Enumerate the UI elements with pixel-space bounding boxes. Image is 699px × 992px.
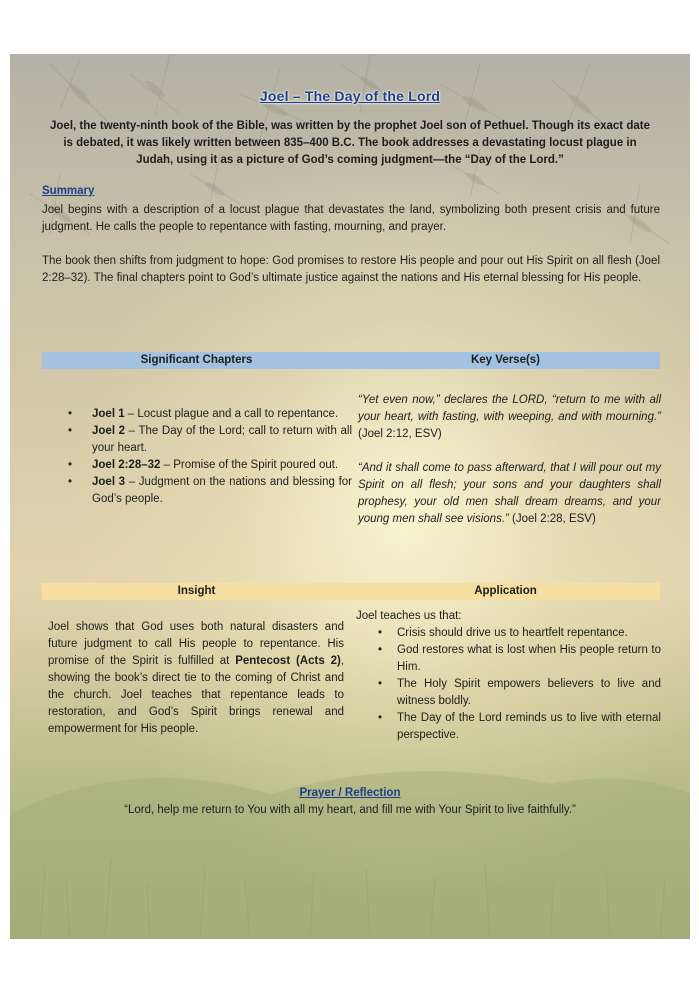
application-intro: Joel teaches us that:	[356, 610, 462, 622]
application-item-text: God restores what is lost when His people return to Him.	[397, 644, 661, 673]
verse-quote: “And it shall come to pass afterward, that I will pour out my Spirit on all flesh; your sons and your daughters shall prophesy, your old men shall dream dreams, and your young men shall see visions.”	[358, 462, 661, 525]
chapter-desc: – The Day of the Lord; call to return with all your heart.	[92, 425, 353, 454]
application-item-text: Crisis should drive us to heartfelt repentance.	[397, 627, 628, 639]
summary-heading: Summary	[42, 185, 95, 197]
verse-citation: (Joel 2:12, ESV)	[358, 428, 442, 440]
document-content	[10, 54, 690, 939]
bullet-icon: •	[68, 408, 73, 420]
list-item	[356, 625, 661, 642]
application-item-text: The Holy Spirit empowers believers to live and witness boldly.	[397, 678, 661, 707]
application-list	[356, 625, 661, 744]
pentecost-reference: Pentecost (Acts 2)	[235, 655, 341, 667]
list-item	[42, 423, 352, 457]
list-item	[42, 474, 352, 508]
key-verse-2	[358, 460, 661, 528]
insight-text-part: , showing the book’s direct tie to the coming of Christ and the church. Joel teaches that repentance leads to restoration, and God’s Spirit brings renewal and empowerment for His people.	[48, 655, 344, 735]
application-section	[356, 608, 661, 744]
list-item	[356, 710, 661, 744]
chapter-desc: – Judgment on the nations and blessing for God’s people.	[92, 476, 352, 505]
bullet-icon: •	[378, 627, 383, 639]
chapter-desc: – Locust plague and a call to repentance.	[124, 408, 339, 420]
chapter-ref: Joel 2	[92, 425, 126, 437]
list-item	[356, 676, 661, 710]
key-verses-header: Key Verse(s)	[470, 354, 541, 366]
chapters-header: Significant Chapters	[140, 354, 253, 366]
insight-application-header-bar	[42, 583, 660, 600]
chapter-desc: – Promise of the Spirit poured out.	[160, 459, 339, 471]
page-background	[10, 54, 690, 939]
verse-citation: (Joel 2:28, ESV)	[508, 513, 596, 525]
prayer-text: “Lord, help me return to You with all my heart, and fill me with Your Spirit to live faithfully.”	[124, 804, 576, 816]
summary-paragraph-2: The book then shifts from judgment to hope: God promises to restore His people and pour out His Spirit on all flesh (Joel 2:28–32). The final chapters point to God’s ultimate justice against the nations and His eternal blessing for His people.	[42, 255, 660, 284]
key-verses	[358, 392, 661, 545]
insight-text	[48, 619, 344, 738]
bullet-icon: •	[68, 476, 73, 488]
summary-paragraph-1: Joel begins with a description of a locust plague that devastates the land, symbolizing both present crisis and future judgment. He calls the people to repentance with fasting, mourning, and prayer.	[42, 204, 660, 233]
list-item	[42, 406, 352, 423]
bullet-icon: •	[68, 459, 73, 471]
page-title: Joel – The Day of the Lord	[259, 88, 441, 104]
insight-text-part: Joel shows that God uses both natural disasters and future judgment to call His people to repentance. His promise of the Spirit is fulfilled at	[48, 621, 344, 667]
prayer-heading: Prayer / Reflection	[299, 787, 401, 799]
application-header: Application	[474, 585, 537, 597]
application-item-text: The Day of the Lord reminds us to live with eternal perspective.	[397, 712, 661, 741]
key-verse-1	[358, 392, 661, 443]
intro-paragraph: Joel, the twenty-ninth book of the Bible, was written by the prophet Joel son of Pethuel. Though its exact date is debated, it was likely written between 835–400 B.C. The book addresses a devastating locust plague in Judah, using it as a picture of God’s coming judgment—the “Day of the Lord.”	[50, 120, 650, 166]
chapters-verses-header-bar	[42, 352, 660, 369]
chapters-list	[42, 406, 352, 508]
chapter-ref: Joel 1	[92, 408, 125, 420]
insight-header: Insight	[177, 585, 216, 597]
bullet-icon: •	[378, 678, 383, 690]
chapter-ref: Joel 3	[92, 476, 126, 488]
bullet-icon: •	[68, 425, 73, 437]
chapter-ref: Joel 2:28–32	[92, 459, 161, 471]
bullet-icon: •	[378, 644, 383, 656]
list-item	[356, 642, 661, 676]
list-item	[42, 457, 352, 474]
bullet-icon: •	[378, 712, 383, 724]
verse-quote: “Yet even now,” declares the LORD, “return to me with all your heart, with fasting, with weeping, and with mourning.”	[358, 394, 661, 423]
